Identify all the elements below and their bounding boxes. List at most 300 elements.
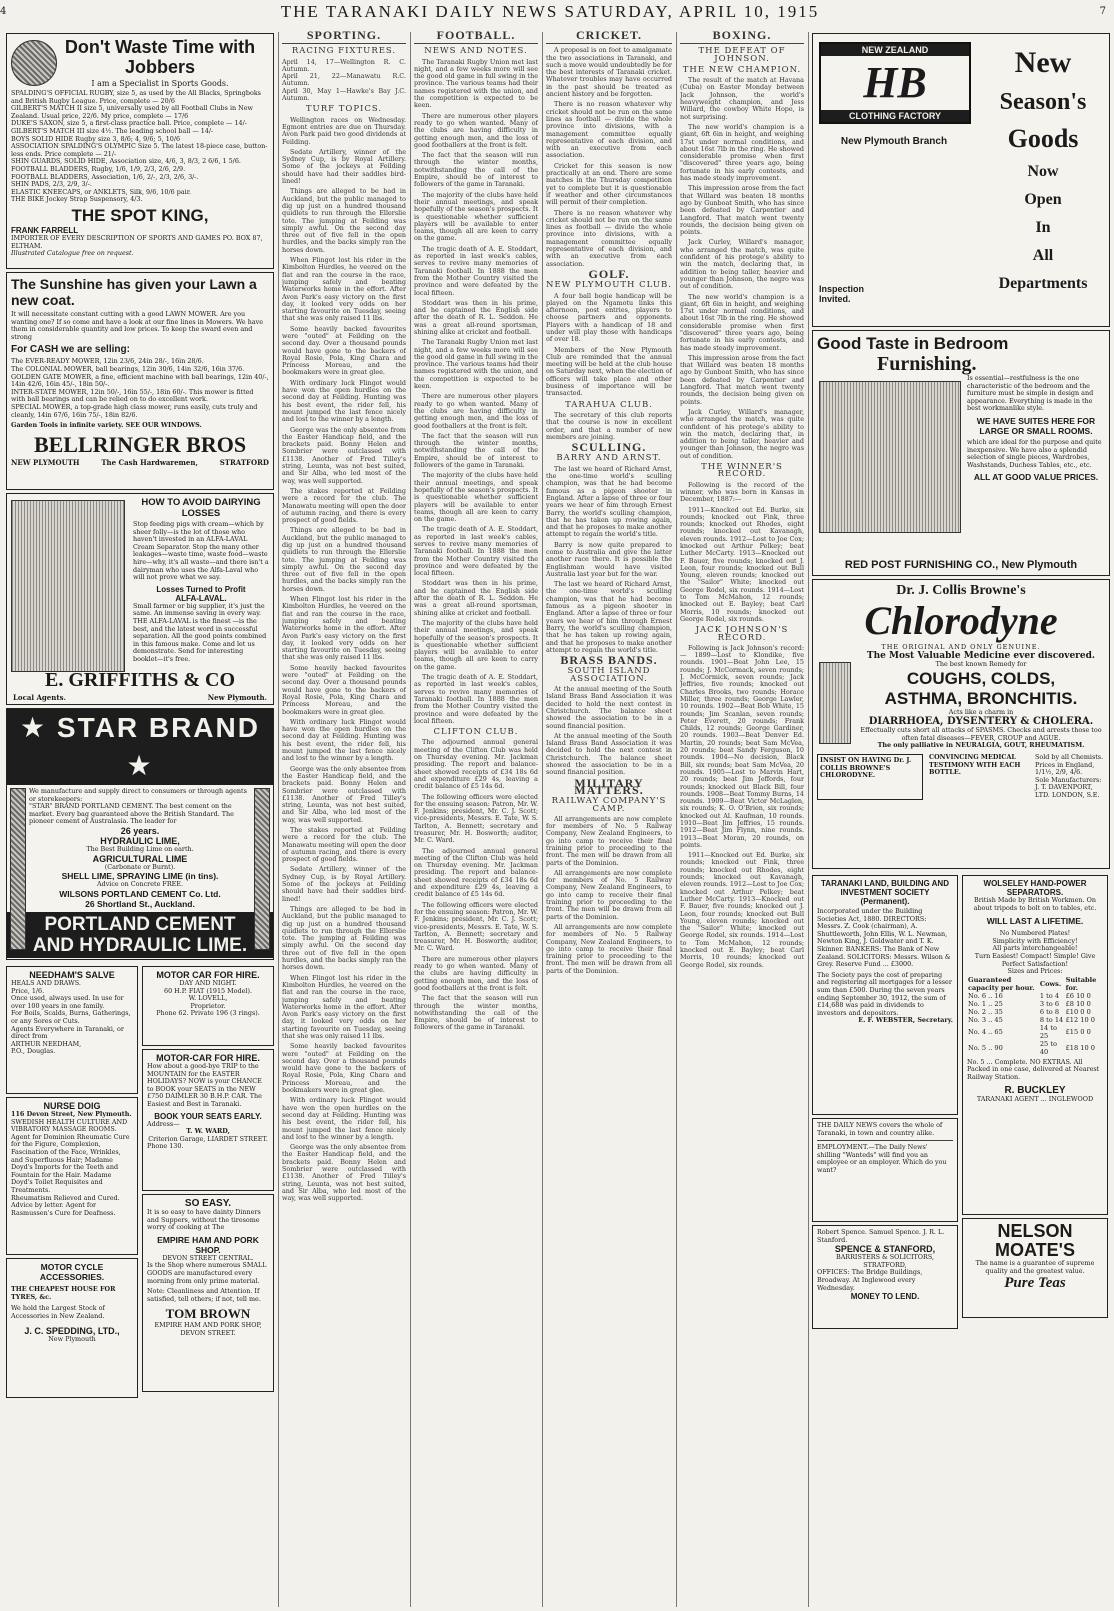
motor-hire-title: MOTOR CAR FOR HIRE. [156, 970, 260, 980]
price-table-row [967, 1024, 1103, 1040]
page-corner-right: 7 [1099, 6, 1106, 17]
so-easy-title: SO EASY. [184, 1198, 232, 1209]
sporting-paragraph: Things are alleged to be bad in Auckland, but the public managed to dig up just on a hundred thousand quidlets to run through the Ellerslie tote. The jumping at Feilding was simply awful. On the second day three out of five fell in the open hurdles, and the backs simply ran the horses down. [282, 526, 406, 593]
military-paragraph: All arrangements are now complete for members of No. 5 Railway Company, New Zealand Engineers, to go into camp to receive their final training prior to proceeding to the front. The men will be drawn from all parts of the Dominion. [546, 922, 672, 975]
hb-inspection: Inspection [819, 284, 865, 294]
price-table-row [967, 1016, 1103, 1024]
land-society-secretary: E. F. WEBSTER, Secretary. [858, 1016, 953, 1025]
lawn-mower-list [11, 358, 269, 419]
daily-news-coverage: THE DAILY NEWS covers the whole of Taranaki, in town and country alike. [817, 1121, 943, 1137]
nelson-moates-ad [962, 1218, 1108, 1318]
price-table-cell: No. 3 .. 45 [968, 1015, 1003, 1024]
mower-price-line: INTER-STATE MOWER, 12in 50/-, 16in 55/-, 18in 60/-. This mower is fitted with ball bearings and can be relied on to do excellent work. [11, 387, 254, 404]
chlorodyne-head: Dr. J. Collis Browne's [896, 583, 1026, 598]
price-table-cell: £15 0 0 [1065, 1027, 1091, 1036]
sports-price-list [11, 90, 269, 204]
sporting-heading: SPORTING. [306, 30, 382, 42]
wolseley-separator-ad [962, 875, 1108, 1215]
star-agricultural: AGRICULTURAL LIME [92, 853, 188, 864]
star-icon: ★ [20, 711, 48, 744]
football-paragraph: Stoddart was then in his prime, and he captained the English side after the death of R. L. Seddon. He was a great all-round sportsman, shining alike at cricket and football. [414, 579, 538, 617]
star-brand-title: STAR BRAND [56, 712, 260, 743]
chlorodyne-line-7: Effectually cuts short all attacks of SPASMS. Checks and arrests those too often fatal diseases—FEVER, CROUP and AGUE. [860, 726, 1102, 742]
column-rule [542, 32, 543, 1607]
spence-money: MONEY TO LEND. [850, 1292, 920, 1302]
military-paragraph: All arrangements are now complete for members of No. 5 Railway Company, New Zealand Engineers, to go into camp to receive their final training prior to proceeding to the front. The men will be drawn from all parts of the Dominion. [546, 814, 672, 867]
new-champion-heading: THE NEW CHAMPION. [682, 64, 802, 75]
sports-price-line: SHIN GUARDS, SOLID HIDE, Association size, 4/6, 3, 8/3, 2 6/6, 1 5/6. [11, 157, 241, 166]
boxing-paragraph: The result of the match at Havana (Cuba) on Easter Monday between Jack Johnson, the world's heavyweight champion, and Jess Willard, the cowboy White Hope, is not surprising. [680, 76, 804, 121]
hb-clothing-ad [812, 33, 1110, 327]
lawn-ad-body: It will necessitate constant cutting with a good LAWN MOWER. Are you wanting one? If so come and have a look at our fine lines in Mowers. We have them in considerable quantity and low prices. To keep the sward even and strong [11, 310, 264, 341]
taranaki-land-society-ad [812, 875, 958, 1115]
furnish-body: Is essential—restfulness is the one characteristic of the bedroom and the furniture must be simple in design and appearance. Everything is made in the best workmanlike style. [967, 374, 1094, 413]
needham-line: P.O., Douglas. [11, 1047, 56, 1056]
football-paragraph: The fact that the season will run through the winter months, notwithstanding the call of the Empire, should be of interest to followers of the game in Taranaki. [414, 151, 538, 189]
star-hydraulic: HYDRAULIC LIME, [100, 835, 180, 846]
price-table-cell: No. 5 .. 90 [968, 1043, 1003, 1052]
football-paragraph: The adjourned annual general meeting of the Clifton Club was held on Thursday evening. Mr. Jackman presiding. The report and balance-sheet showed receipts of £34 18s 6d and expenditure £29 4s, leaving a credit balance of £5 14s 6d. [414, 738, 538, 791]
football-paragraph: The fact that the season will run through the winter months, notwithstanding the call of the Empire, should be of interest to followers of the game in Taranaki. [414, 431, 538, 470]
hb-word: Open [1024, 191, 1062, 208]
sporting-paragraph: When Flingot lost his rider in the Kimbolton Hurdles, he veered on the flat and ran the course in the race, jumping safely and beating Waterworks home in the effort. After Avon Park's easy victory on the first day, it looked very odds on her starting favourite on Tuesday, seeing that she was only raised 11 lbs. [282, 595, 406, 662]
hb-word: New [1014, 46, 1072, 79]
sports-price-line: GILBERT'S MATCH II size 5, universally used by all Football Clubs in New Zealand. Usual price, 22/6. My price, complete — 17/6 [11, 104, 253, 120]
motorcycle-line: We hold the Largest Stock of Accessories in New Zealand. [11, 1304, 105, 1320]
barry-arnst-heading: BARRY AND ARNST. [556, 453, 662, 464]
separator-feature: Turn Easiest! Compact! Simple! Give Perfect Satisfaction! [974, 951, 1096, 968]
chlorodyne-line-6: DIARRHOEA, DYSENTERY & CHOLERA. [868, 716, 1094, 728]
boxing-paragraph: The new world's champion is a giant, 6ft 6in in height, and weighing 17st under normal conditions, and about 16st 7lb in the ring. He showed considerable promise when first "discovered" three years ago, being fortunate in his early contests, and has made steady improvement. [680, 292, 804, 352]
motor-hire-line: 60 H.P. FIAT (1915 Model). [164, 986, 252, 995]
price-table-row [967, 1000, 1103, 1008]
sports-ad-subtitle: I am a Specialist in Sports Goods. [91, 79, 229, 88]
price-table-cell: £6 10 0 [1065, 991, 1091, 1000]
masthead: THE TARANAKI DAILY NEWS SATURDAY, APRIL 10, 1915 [280, 2, 820, 21]
needham-salve-ad [6, 966, 138, 1094]
bellringer-loc-right: STRATFORD [219, 457, 269, 467]
chlorodyne-ad [812, 579, 1110, 869]
defeat-of-johnson-heading: THE DEFEAT OF JOHNSON. [698, 46, 786, 64]
sports-price-line: SHIN PADS, 2/3, 2/9, 3/-. [11, 180, 92, 189]
sports-goods-ad [6, 33, 274, 269]
football-paragraph: The majority of the clubs have held their annual meetings, and speak hopefully of the season's prospects. It is questionable whether sufficient players will be available to enter teams, though all are keen to carry on the game. [414, 618, 538, 671]
column-ornament-right [254, 788, 270, 950]
nurse-line: Agent for Dominion Rheumatic Cure for the Figure, Complexion, Fascination of the Face, Wrinkles, and Superfluous Hair; Madame Doyd's Imports for the Teeth and Fountain for the Hair. Madame Doyd's Toilet Requisites and Treatments. [11, 1132, 130, 1194]
separator-sub: British Made by British Workmen. On about tripods to bolt on to tables, etc. [973, 896, 1097, 912]
star-years: 26 years. [120, 825, 160, 836]
furnish-title-2: Furnishing. [877, 353, 977, 375]
sculling-paragraph: The last we heard of Richard Arnst, the one-time world's sculling champion, was that he had become famous as a pigeon shooter in England. After a lapse of three or four years we hear of him through Ernest Barry, the world's sculling champion, that he has taken up rowing again, and that he proposes to make another attempt to regain the world's title. [546, 580, 672, 654]
football-paragraph: The adjourned annual general meeting of the Clifton Club was held on Thursday evening. Mr. Jackman presiding. The report and balance-sheet showed receipts of £34 18s 6d and expenditure £29 4s, leaving a credit balance of £5 14s 6d. [414, 846, 538, 899]
boxing-paragraph: Jack Curley, Willard's manager, who arranged the match, was quite confident of his protege's ability to win the match, declaring that, in addition to being taller, heavier and younger than Johnson, the negro was out of condition. [680, 407, 804, 460]
price-table-header: Suitable for. [1065, 975, 1097, 992]
lawn-mower-ad [6, 272, 274, 490]
furnish-title-1: Good Taste in Bedroom [817, 334, 1009, 353]
tom-brown-signature: TOM BROWN [165, 1306, 251, 1322]
star-brand-banner [7, 709, 273, 785]
boxing-heading: BOXING. [712, 30, 772, 42]
chlorodyne-line-1: The Most Valuable Medicine ever discovered. [866, 651, 1096, 661]
daimler-cta: BOOK YOUR SEATS EARLY. [154, 1111, 262, 1121]
sports-price-line: ASSOCIATION SPALDING'S OLYMPIC Size 5. The latest 18-piece case, button-less ends. Price complete — 21/- [11, 142, 268, 158]
football-paragraph: The following officers were elected for the ensuing season: Patron, Mr. W. F. Jenkins; president, Mr. C. J. Scott; vice-presidents, Messrs. E. Tate, W. S. Tarlton, A. Bennett; secretary and treasurer, Mr. H. Bosworth; auditor, Mr. C. Ward. [414, 792, 538, 845]
sporting-paragraph: Sedate Artillery, winner of the Sydney Cup, is by Royal Artillery. Some of the jockeys at Feilding should have had their saddles bird-lined! [282, 147, 406, 186]
buckley-location: TARANAKI AGENT ... INGLEWOOD [976, 1094, 1094, 1103]
hb-word: Goods [1007, 124, 1079, 153]
cricket-column [546, 30, 672, 1608]
dairymaid-illustration [11, 500, 125, 672]
motorcycle-sub: THE CHEAPEST HOUSE FOR TYRES, &c. [11, 1285, 116, 1301]
hb-word: Season's [999, 89, 1087, 115]
nelson-tag: The name is a guarantee of supreme quality and the greatest value. [975, 1259, 1095, 1275]
football-paragraph: The tragic death of A. E. Stoddart, as reported in last week's cables, serves to revive many memories of Taranaki football. In 1888 the men from the Mother Country visited the province and were defeated by the local fifteen. [414, 673, 538, 725]
sports-price-line: SPALDING'S OFFICIAL RUGBY, size 5, as used by the All Blacks, Springboks and British Rugby League. Price, complete — 20/6 [11, 89, 261, 105]
chlorodyne-line-4: ASTHMA, BRONCHITIS. [884, 688, 1078, 708]
sporting-paragraph: George was the only absentee from the Easter Handicap field, and the brackets paid. Bonny Helen and Sombrier were outclassed with £1138. Another of Fred Tilley's string, Leunta, was not best suited, and Sir Alba, who led most of the way, was well supported. [282, 425, 406, 485]
wilsons-firm: WILSONS PORTLAND CEMENT Co. Ltd. [59, 888, 221, 899]
land-society-title: TARANAKI LAND, BUILDING AND INVESTMENT SOCIETY (Permanent). [821, 879, 949, 906]
football-column [414, 30, 538, 1608]
football-paragraph: The tragic death of A. E. Stoddart, as reported in last week's cables, serves to revive many memories of Taranaki football. In 1888 the men from the Mother Country visited the province and were defeated by the local fifteen. [414, 525, 538, 578]
johnson-record: Following is Jack Johnson's record:— 1899—Lost to Klondike, five rounds. 1901—Beat John Lee, 15 rounds; J. McCormack, seven rounds; J. McCormick, seven rounds; Jack Jeffries, five rounds; knocked out Charles Brooks, two rounds; Horace Miller, three rounds; George Lawler, 10 rounds. 1902—Beat Bob White, 15 rounds; Jim Scanlan, seven rounds; Peter Everett, 20 rounds; Frank Childs, 12 rounds; George Gardiner, 20 rounds. 1903—Beat Denver Ed. Martin, 20 rounds; beat Sam McVea, 20 rounds; beat Sandy Ferguson, 10 rounds. 1904—No decision, Black Bill, six rounds; beat Sam McVea, 20 rounds. 1905—Lost to Marvin Hart, 20 rounds; beat Jim Jeffords, four rounds; knocked out Black Bill, four rounds. 1908—Beat Tommy Burns, 14 rounds. 1909—Beat Victor McLaglen, six rounds; K. O. O'Brien, six rounds; knocked out Al. Kaufman, 10 rounds. 1910—Beat Jim Jeffries, 15 rounds. 1912—Beat Jim Flynn, nine rounds. 1913—Beat Moran, 20 rounds, on points. [680, 643, 804, 849]
needham-line: ARTHUR NEEDHAM, [11, 1039, 82, 1048]
nurse-address: 116 Devon Street, New Plymouth. [11, 1110, 132, 1118]
lawn-cash-heading: For CASH we are selling: [11, 344, 130, 356]
daily-news-ad [812, 1118, 958, 1222]
empire-ham-ad [142, 1194, 274, 1392]
sporting-paragraph: The stakes reported at Feilding were a record for the club. The Manawatu meeting will open the door of autumn racing, and there is every prospect of good fields. [282, 486, 406, 525]
clifton-club-heading: CLIFTON CLUB. [433, 727, 519, 738]
hb-factory: CLOTHING FACTORY [821, 110, 969, 122]
bellringer-firm: BELLRINGER BROS [33, 431, 247, 457]
dairy-ad-body-2: Small farmer or big supplier, it's just the same. An immense saving in every way. THE ALFA-LAVAL is the finest —is the best, and the latest word in successful separation. All the good points combined in this famous make. Come and let us demonstrate. Send for interesting booklet—it's free. [133, 601, 267, 663]
right-advert-column [812, 30, 1110, 1608]
sporting-paragraph: George was the only absentee from the Easter Handicap field, and the brackets paid. Bonny Helen and Sombrier were outclassed with £1138. Another of Fred Tilley's string, Leunta, was not best suited, and Sir Alba, who led most of the way, was well supported. [282, 764, 406, 824]
sculling-paragraph: Barry is now quite prepared to come to Australia and give the latter another race there. It is possible the Englishman would have visited Australia last year but for the war. [546, 540, 672, 578]
spence-firm: SPENCE & STANFORD, [834, 1244, 936, 1255]
left-advert-column [6, 30, 274, 1608]
needham-line: HEALS AND DRAWS. [11, 979, 81, 987]
sports-price-line: FOOTBALL BLADDERS, Association, 1/6, 2/-, 2/3, 2/6, 3/-. [11, 172, 199, 181]
chlorodyne-medical: CONVINCING MEDICAL TESTIMONY WITH EACH BOTTLE. [929, 752, 1021, 777]
racing-fixture: April 14, 17—Wellington R. C. Autumn. [282, 57, 406, 73]
racing-fixture: April 21, 22—Manawatu R.C. Autumn. [282, 72, 406, 88]
wardrobe-illustration [819, 381, 961, 533]
price-table-cell: 6 to 8 [1039, 1007, 1060, 1016]
furnish-body-2: which are ideal for the purpose and quite inexpensive. We have also a splendid selection of single pieces, Wardrobes, Washstands, Duchess Tables, etc., etc. [967, 437, 1102, 469]
sporting-paragraph: Things are alleged to be bad in Auckland, but the public managed to dig up just on a hundred thousand quidlets to run through the Ellerslie tote. The jumping at Feilding was simply awful. On the second day three out of five fell in the open hurdles, and the backs simply ran the horses down. [282, 187, 406, 254]
motor-hire-line: Proprietor. [190, 1001, 226, 1010]
chlorodyne-bottle-illustration [819, 662, 851, 744]
boxing-paragraph: Following is the record of the winner, who was born in Kansas in December, 1887:— [680, 480, 804, 504]
nelson-brand-2: MOATE'S [995, 1240, 1075, 1260]
tom-brown-address: EMPIRE HAM AND PORK SHOP, DEVON STREET. [154, 1321, 262, 1337]
spence-offices: OFFICES: The Bridge Buildings, Broadway. At Inglewood every Wednesday. [817, 1268, 923, 1292]
price-table-cell: No. 2 .. 35 [968, 1007, 1003, 1016]
football-paragraph: The majority of the clubs have held their annual meetings, and speak hopefully of the season's prospects. It is questionable whether sufficient players will be available to enter teams, though all are keen to carry on the game. [414, 190, 538, 243]
price-table-cell: 1 to 4 [1039, 991, 1060, 1000]
red-post-firm: RED POST FURNISHING CO., New Plymouth [844, 559, 1078, 571]
sports-address: IMPORTER OF EVERY DESCRIPTION OF SPORTS AND GAMES PO. BOX 87, ELTHAM. [11, 233, 263, 250]
boxing-paragraph: Jack Curley, Willard's manager, who arranged the match, was quite confident of his protege's ability to win the match, declaring that, in addition to being taller, heavier and younger than Johnson, the negro was out of condition. [680, 238, 804, 291]
hb-word: Departments [998, 275, 1088, 292]
sporting-paragraph: Some heavily backed favourites were "outed" at Feilding on the second day. Over a thousand pounds would have gone to the backers of Royal Rosie, Pola, King Chara and Princess Moreau, and the bookmakers were in great glee. [282, 1042, 406, 1095]
sports-brand: THE SPOT KING, [71, 205, 209, 225]
football-paragraph: The following officers were elected for the ensuing season: Patron, Mr. W. F. Jenkins; president, Mr. C. J. Scott; vice-presidents, Messrs. E. Tate, W. S. Tarlton, A. Bennett; secretary and treasurer, Mr. H. Bosworth; auditor, Mr. C. Ward. [414, 900, 538, 953]
new-plymouth-club-heading: NEW PLYMOUTH CLUB. [546, 280, 672, 291]
spence-role: BARRISTERS & SOLICITORS, STRATFORD, [836, 1253, 934, 1269]
sporting-paragraph: With ordinary luck Flingot would have won the open hurdles on the second day at Feilding. Hunting was his best event, the rider fell, his mount jumped the last fence nicely and lost to the winner by a length. [282, 378, 406, 424]
dairy-ad-title: HOW TO AVOID DAIRYING LOSSES [141, 497, 261, 519]
sporting-paragraph: Some heavily backed favourites were "outed" at Feilding on the second day. Over a thousand pounds would have gone to the backers of Royal Rosie, Pola, King Chara and Princess Moreau, and the bookmakers were in great glee. [282, 663, 406, 716]
nurse-line: Rheumatism Relieved and Cured. Advice by letter. Agent for Rasmussen's Cure for Deafness. [11, 1193, 120, 1217]
spedding-firm: J. C. SPEDDING, LTD., [24, 1326, 120, 1337]
price-table-cell: 25 to 40 [1039, 1039, 1057, 1056]
dairy-ad-brand: ALFA-LAVAL. [175, 593, 227, 603]
football-heading: FOOTBALL. [436, 30, 516, 42]
price-table-header: Cows. [1039, 979, 1062, 988]
motor-hire-details [147, 980, 269, 1018]
separator-feature: All parts interchangeable! [992, 944, 1078, 953]
daimler-name: T. W. WARD, [186, 1127, 230, 1136]
sporting-column [282, 30, 406, 1608]
star-hydraulic-desc: The Best Building Lime on earth. [86, 844, 194, 853]
empire-note: Note: Cleanliness and Attention. If satisfied, tell others; if not, tell me. [147, 1287, 261, 1303]
railway-camp-heading: RAILWAY COMPANY'S CAMP. [551, 796, 667, 814]
hb-word: Now [1027, 163, 1059, 180]
daimler-hire-ad [142, 1049, 274, 1191]
land-society-body: Incorporated under the Building Societies Act, 1880. DIRECTORS: Messrs. Z. Cook (chairman), A. Shuttleworth, John Ellis, W. L. Newman, Newton King, J. Goldwater and T. K. Skinner. BANKERS: The Bank of New Zealand. SOLICITORS: Messrs. Wilson & Grey. Reserve Fund ... £3000. [817, 907, 951, 969]
golf-paragraph: Members of the New Plymouth Club are reminded that the annual meeting will be held at the club house on Saturday next, when the election of officers will take place and other business of importance will be transacted. [546, 345, 672, 398]
military-paragraph: All arrangements are now complete for members of No. 5 Railway Company, New Zealand Engineers, to go into camp to receive their final training prior to proceeding to the front. The men will be drawn from all parts of the Dominion. [546, 868, 672, 921]
separator-price-table [967, 976, 1103, 1056]
sporting-paragraph: Things are alleged to be bad in Auckland, but the public managed to dig up just on a hundred thousand quidlets to run through the Ellerslie tote. The jumping at Feilding was simply awful. On the second day three out of five fell in the open hurdles, and the backs simply ran the horses down. [282, 904, 406, 972]
motor-hire-line: W. LOVELL, [188, 994, 228, 1003]
golf-heading: GOLF. [588, 266, 630, 281]
price-table-cell: £8 10 0 [1065, 999, 1091, 1008]
winners-record: 1911—Knocked out Ed. Burke, six rounds; knocked out Fink, three rounds; knocked out Rhodes, eight rounds; knocked out Kavanagh, eleven rounds. 1912—Lost to Joe Cox; knocked out Arthur Pelkey; beat Luther McCarty. 1913—Knocked out F. Bauer, five rounds; knocked out J. Leon, four rounds; knocked out Bull Young, eleven rounds; knocked out the "Sailor" White; knocked out George Rodel, six rounds. 1914—Lost to Tom McMahon, 12 rounds; knocked out E. Bayley; beat Carl Morris, 10 rounds; knocked out George Rodel, six rounds. [680, 505, 804, 623]
daimler-address-label: Address— [147, 1119, 180, 1128]
needham-details [11, 980, 133, 1056]
sporting-paragraph: Wellington races on Wednesday. Egmont entries are due on Thursday. Avon Park paid two good dividends at Feilding. [282, 115, 406, 146]
chlorodyne-sold: Sold by all Chemists. Prices in England, 1/1½, 2/9, 4/6. [1035, 752, 1104, 777]
lawn-tools-line: Garden Tools in infinite variety. SEE OUR WINDOWS. [11, 421, 202, 430]
price-table-cell: £18 10 0 [1065, 1043, 1095, 1052]
chlorodyne-insist: INSIST ON HAVING Dr. J. COLLIS BROWNE'S CHLORODYNE. [817, 754, 923, 800]
sporting-paragraph: The stakes reported at Feilding were a record for the club. The Manawatu meeting will open the door of autumn racing, and there is every prospect of good fields. [282, 825, 406, 864]
cricket-heading: CRICKET. [575, 30, 643, 42]
empire-name: EMPIRE HAM AND PORK SHOP. [157, 1234, 259, 1255]
spence-names: Robert Spence. Samuel Spence. J. R. L. Stanford. [817, 1228, 945, 1244]
south-island-association-heading: SOUTH ISLAND ASSOCIATION. [567, 666, 651, 684]
daily-news-employment: EMPLOYMENT.—The Daily News' shilling "Wanteds" will find you an employee or an employer. Which do you want? [817, 1143, 947, 1174]
needham-line: Agents Everywhere in Taranaki, or direct from [11, 1024, 124, 1041]
star-icon: ★ [126, 749, 154, 782]
boxing-column [680, 30, 804, 1608]
wilsons-address: 26 Shortland St., Auckland. [85, 898, 195, 909]
tarahua-paragraph: The secretary of this club reports that the course is now in excellent order, and that a number of new members are joining. [546, 410, 672, 441]
needham-title: NEEDHAM'S SALVE [29, 970, 115, 980]
sports-ad-title: Don't Waste Time with Jobbers [64, 37, 256, 77]
football-paragraph: There are numerous other players ready to go when wanted. Many of the clubs are having difficulty in getting enough men, and the loss of good footballers at the front is felt. [414, 392, 538, 430]
star-agricultural-desc: (Carbonate or Burnt). [104, 862, 176, 871]
mower-price-line: GOLDEN GATE MOWER, a fine, efficient machine with ball bearings, 12in 40/-, 14in 42/6, 16in 45/-, 18in 50/-. [11, 372, 269, 389]
nurse-details [11, 1119, 133, 1218]
chlorodyne-line-8: The only palliative in NEURALGIA, GOUT, RHEUMATISM. [877, 741, 1085, 750]
star-intro: We manufacture and supply direct to consumers or through agents or storekeepers: [29, 787, 247, 803]
sporting-paragraph: With ordinary luck Flingot would have won the open hurdles on the second day at Feilding. Hunting was his best event, the rider fell, his mount jumped the last fence nicely and lost to the winner by a length. [282, 717, 406, 763]
racing-fixtures-list [282, 59, 406, 103]
star-brand-ad [6, 708, 274, 960]
chlorodyne-line-3: COUGHS, COLDS, [906, 668, 1056, 688]
star-shell-lime: SHELL LIME, SPRAYING LIME (in tins). [61, 871, 219, 882]
hb-new-zealand: NEW ZEALAND [821, 44, 969, 56]
nurse-title: NURSE DOIG [43, 1101, 101, 1111]
mower-price-line: The COLONIAL MOWER, ball bearings, 12in 30/6, 14in 32/6, 16in 37/6. [11, 364, 245, 373]
racing-fixtures-heading: RACING FIXTURES. [291, 46, 397, 57]
empire-address: DEVON STREET CENTRAL. [162, 1253, 254, 1262]
motor-cycle-ad [6, 1258, 138, 1398]
chlorodyne-brand: Chlorodyne [864, 598, 1058, 643]
motor-hire-line: DAY AND NIGHT. [179, 979, 237, 987]
furnish-cta: WE HAVE SUITES HERE FOR LARGE OR SMALL ROOMS. [976, 415, 1096, 436]
price-table-cell: No. 1 .. 25 [968, 999, 1003, 1008]
needham-line: Price, 1/6. [11, 986, 45, 995]
johnson-record: 1911—Knocked out Ed. Burke, six rounds; knocked out Fink, three rounds; knocked out Rhodes, eight rounds; knocked out Kavanagh, eleven rounds. 1912—Lost to Joe Cox; knocked out Arthur Pelkey; beat Luther McCarty. 1913—Knocked out F. Bauer, five rounds; knocked out J. Leon, four rounds; knocked out Bull Young, eleven rounds; knocked out the "Sailor" White; knocked out George Rodel, six rounds. 1914—Lost to Tom McMahon, 12 rounds; knocked out E. Bayley; beat Carl Morris, 10 rounds; knocked out George Rodel, six rounds. [680, 851, 804, 969]
needham-line: For Boils, Scalds, Burns, Gatherings, or any Sores or Cuts. [11, 1009, 131, 1025]
needham-line: Once used, always used. In use for over 100 years in one family. [11, 994, 124, 1010]
news-notes-heading: NEWS AND NOTES. [424, 46, 528, 57]
hb-logo-box [819, 42, 971, 124]
nurse-line: SWEDISH HEALTH CULTURE AND VIBRATORY MASSAGE ROOMS. [11, 1117, 128, 1134]
football-paragraph: Stoddart was then in his prime, and he captained the English side after the death of R. L. Seddon. He was a great all-round sportsman, shining alike at cricket and football. [414, 298, 538, 336]
mower-price-line: The EVER-READY MOWER, 12in 23/6, 24in 28/-, 16in 28/6. [11, 357, 204, 366]
mower-price-line: SPECIAL MOWER, a top-grade high class mower, runs easily, cuts truly and cleanly, 14in 67/6, 16in 75/-, 18in 82/6. [11, 402, 258, 419]
price-table-cell: 8 to 14 [1039, 1015, 1064, 1024]
empire-body-2: Is the Shop where numerous SMALL GOODS are manufactured every morning from only prime material. [147, 1261, 267, 1285]
column-rule [278, 32, 279, 1607]
sports-price-line: BOYS SOLID HIDE Rugby size 3, 8/6; 4, 9/6; 5, 10/6 [11, 134, 181, 143]
separator-feature: Simplicity with Efficiency! [992, 936, 1078, 945]
sports-proprietor: FRANK FARRELL [11, 225, 79, 235]
price-table-cell: No. 6 .. 16 [968, 991, 1003, 1000]
motor-hire-ad [142, 966, 274, 1046]
cricket-paragraph: Cricket for this season is now practically at an end. There are some matches in the Thursday competition yet to complete but it is questionable if weather and other circumstances will permit of their completion. [546, 161, 672, 207]
lawn-ad-title: The Sunshine has given your Lawn a new coat. [11, 276, 257, 308]
separator-title: WOLSELEY HAND-POWER SEPARATORS. [983, 879, 1087, 897]
portland-cement-banner [7, 912, 273, 958]
column-rule [808, 32, 809, 1607]
motor-hire-line: Phone 62. Private 196 (3 rings). [156, 1009, 260, 1018]
star-advice: Advice on Concrete FREE. [96, 880, 183, 889]
spedding-location: New Plymouth [48, 1335, 96, 1344]
turf-topics-heading: TURF TOPICS. [305, 104, 383, 115]
football-paragraph: The majority of the clubs have held their annual meetings, and speak hopefully of the season's prospects. It is questionable whether sufficient players will be available to enter teams, though all are keen to carry on the game. [414, 471, 538, 524]
sports-price-line: DUKE'S SAXON, size 5, a first-class practice ball. Price, complete — 14/- [11, 119, 247, 128]
sports-price-line: GILBERT'S MATCH III size 4½. The leading school ball — 14/- [11, 126, 214, 135]
empire-body: It is so easy to have dainty Dinners and Suppers, without the tiresome worry of cooking at The [147, 1208, 261, 1232]
bellringer-loc-mid: The Cash Hardwaremen, [101, 457, 198, 467]
price-table-row [967, 992, 1103, 1000]
column-rule [410, 32, 411, 1607]
price-table-header: Guaranteed capacity per hour. [968, 975, 1035, 992]
separator-features [967, 930, 1103, 976]
motorcycle-title: MOTOR CYCLE ACCESSORIES. [39, 1262, 105, 1282]
griffiths-location: New Plymouth. [207, 693, 267, 702]
golf-paragraph: A four ball bogie handicap will be played on the Ngamotu links this afternoon, post entries, players to choose partners and opponents. Players with a handicap of 18 and under will play those with handicaps of over 18. [546, 291, 672, 344]
cricket-paragraph: There is no reason whatever why cricket should not be run on the same lines as football — divide the whole province into divisions, with a management committee equally representative of each division, and with an executive from each association. [546, 208, 672, 268]
bands-paragraph: At the annual meeting of the South Island Brass Band Association it was decided to hold the next contest in Christchurch. The balance sheet showed the association to be in a sound financial position. [546, 731, 672, 777]
daimler-title: MOTOR-CAR FOR HIRE. [156, 1053, 260, 1063]
separator-feature: Sizes and Prices: [1007, 967, 1063, 976]
winners-record-heading: THE WINNER'S RECORD. [701, 462, 783, 480]
boxing-paragraph: This impression arose from the fact that Willard was beaten 18 months ago by Gunboat Smith, who has since been defeated by Carpentier and Langford. That match went twenty rounds, the decision being given on points. [680, 353, 804, 406]
griffiths-agents: Local Agents. [13, 693, 66, 702]
furnish-prices: ALL AT GOOD VALUE PRICES. [973, 472, 1099, 483]
page-corner-left: 4 [0, 6, 7, 17]
football-paragraph: The Taranaki Rugby Union met last night, and a few weeks more will see the good old game in full swing in the province. The various teams had their names registered with the union, and the competition is expected to be keen. [414, 57, 538, 110]
sporting-paragraph: When Flingot lost his rider in the Kimbolton Hurdles, he veered on the flat and ran the course in the race, jumping safely and beating Waterworks home in the effort. After Avon Park's easy victory on the first day, it looked very odds on her starting favourite on Tuesday, seeing that she was only raised 11 lbs. [282, 256, 406, 323]
military-matters-heading: MILITARY MATTERS. [574, 775, 644, 797]
sports-price-line: ELASTIC KNEECAPS, or ANKLETS, Silk, 9/6, 10/6 pair. [11, 187, 192, 196]
hb-new-season-words [981, 42, 1105, 298]
hb-branch: New Plymouth Branch [840, 136, 948, 147]
sports-price-line: THE BIKE Jockey Strap Suspensory, 4/3. [11, 195, 143, 204]
chlorodyne-line-5: Acts like a charm in [948, 707, 1014, 716]
football-paragraph: The fact that the season will run through the winter months, notwithstanding the call of the Empire, should be of interest to followers of the game in Taranaki. [414, 994, 538, 1032]
football-paragraph: There are numerous other players ready to go when wanted. Many of the clubs are having difficulty in getting enough men, and the loss of good footballers at the front is felt. [414, 111, 538, 149]
price-table-cell: £12 10 0 [1065, 1015, 1095, 1024]
sporting-paragraph: Sedate Artillery, winner of the Sydney Cup, is by Royal Artillery. Some of the jockeys at Feilding should have had their saddles bird-lined! [282, 865, 406, 903]
column-rule [676, 32, 677, 1607]
boxing-paragraph: This impression arose from the fact that Willard was beaten 18 months ago by Gunboat Smith, who has since been defeated by Carpentier and Langford. That match went twenty rounds, the decision being given on points. [680, 184, 804, 237]
chlorodyne-maker: Sole Manufacturers: J. T. DAVENPORT, LTD. LONDON, S.E. [1035, 775, 1102, 799]
chlorodyne-tag: THE ORIGINAL AND ONLY GENUINE. [881, 643, 1041, 651]
separator-feature: No Numbered Plates! [999, 929, 1071, 938]
alfa-laval-ad [6, 493, 274, 705]
football-paragraph: The tragic death of A. E. Stoddart, as reported in last week's cables, serves to revive many memories of Taranaki football. In 1888 the men from the Mother Country visited the province and were defeated by the local fifteen. [414, 244, 538, 297]
small-ads-grid [6, 963, 274, 1401]
racing-fixture: April 30, May 1—Hawke's Bay J.C. Autumn. [282, 86, 406, 103]
sporting-paragraph: Some heavily backed favourites were "outed" at Feilding on the second day. Over a thousand pounds would have gone to the backers of Royal Rosie, Pola, King Chara and Princess Moreau, and the bookmakers were in great glee. [282, 324, 406, 377]
bellringer-loc-left: NEW PLYMOUTH [11, 457, 80, 467]
buckley-firm: R. BUCKLEY [1004, 1084, 1066, 1096]
sports-price-line: FOOTBALL BLADDERS, Rugby, 1/6, 1/9, 2/3, 2/6, 2/9. [11, 164, 186, 173]
column-ornament-left [10, 788, 26, 950]
hb-invited: Invited. [819, 294, 851, 304]
dairy-ad-body: Stop feeding pigs with cream—which by sheer folly—is the lot of those who haven't invested in an ALFA-LAVAL Cream Separator. Stop the many other leakages—waste time, waste food—waste hire—why, it's all waste—and there isn't a dairyman who uses the Alfa-Laval who will not prove what we say. [133, 520, 269, 582]
price-table-row [967, 1008, 1103, 1016]
price-table-row [967, 1040, 1103, 1056]
sporting-paragraph: George was the only absentee from the Easter Handicap field, and the brackets paid. Bonny Helen and Sombrier were outclassed with £1138. Another of Fred Tilley's string, Leunta, was not best suited, and Sir Alba, who led most of the way, was well supported. [282, 1143, 406, 1203]
separator-extras: No. 5 ... Complete. NO EXTRAS. All Packed in one case, delivered at Nearest Railway Station. [967, 1057, 1100, 1081]
sporting-paragraph: With ordinary luck Flingot would have won the open hurdles on the second day at Feilding. Hunting was his best event, the rider fell, his mount jumped the last fence nicely and lost to the winner by a length. [282, 1096, 406, 1141]
price-table-cell: 14 to 25 [1039, 1023, 1057, 1040]
cricket-paragraph: A proposal is on foot to amalgamate the two associations in Taranaki, and such a move would undoubtedly be for the best interests of Taranaki cricket. Whatever troubles may have occurred in the past should be treated as ancient history and be forgotten. [546, 46, 672, 99]
portland-cement-line2: AND HYDRAULIC LIME. [32, 934, 248, 956]
hb-word: In [1035, 219, 1051, 236]
bands-paragraph: At the annual meeting of the South Island Brass Band Association it was decided to hold the next contest in Christchurch. The balance sheet showed the association to be in a sound financial position. [546, 685, 672, 730]
chlorodyne-line-2: The best known Remedy for [935, 660, 1027, 668]
hb-word: All [1032, 247, 1054, 264]
sculling-paragraph: The last we heard of Richard Arnst, the one-time world's sculling champion, was that he had become famous as a pigeon shooter in England. After a lapse of three or four years we hear of him through Ernest Barry, the world's sculling champion, that he has taken up rowing again, and that he proposes to make another attempt to regain the world's title. [546, 464, 672, 539]
football-paragraph: There are numerous other players ready to go when wanted. Many of the clubs are having difficulty in getting enough men, and the loss of good footballers at the front is felt. [414, 954, 538, 992]
nelson-brand-1: NELSON [997, 1221, 1073, 1241]
land-society-body-2: The Society pays the cost of preparing and registering all mortgages for a lesser sum than £500. During the seven years ending September 30, 1912, the sum of £14,688 was paid in dividends to investors and depositors. [817, 970, 952, 1017]
cricket-paragraph: There is no reason whatever why cricket should not be run on the same lines as football — divide the whole province into divisions, with a management committee equally representative of each division, and with an executive from each association. [546, 100, 672, 160]
bedroom-furnishing-ad [812, 330, 1110, 576]
